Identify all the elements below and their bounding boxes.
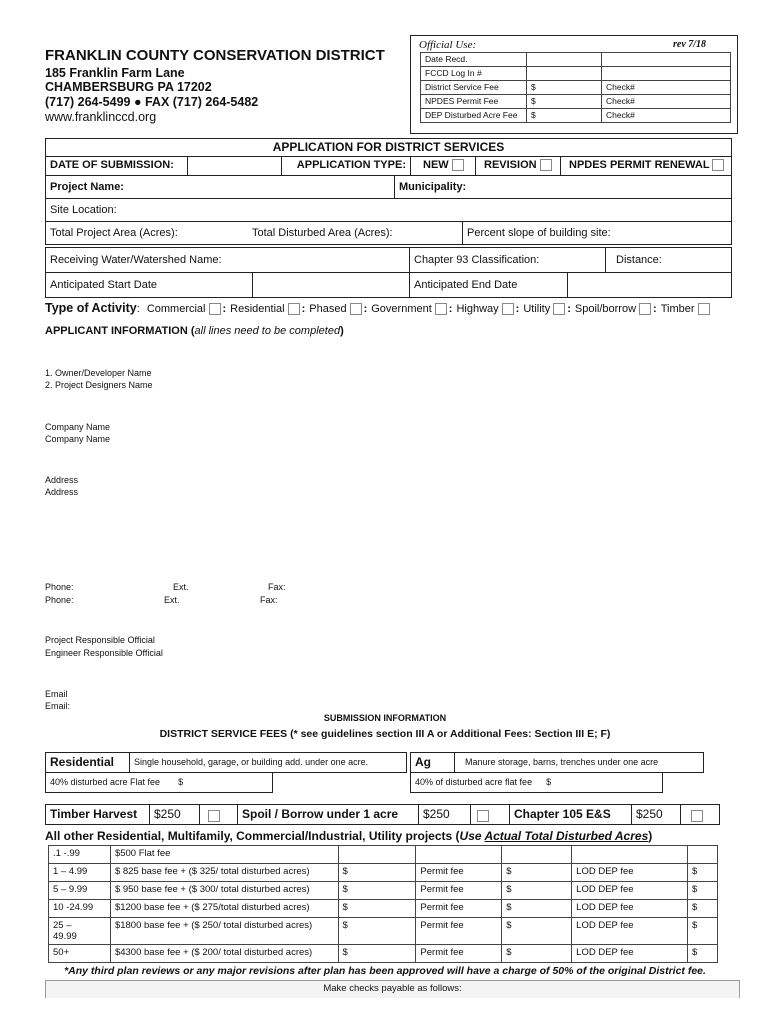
spoil-borrow-label: Spoil / Borrow under 1 acre bbox=[237, 804, 419, 825]
chapter105-label: Chapter 105 E&S bbox=[509, 804, 632, 825]
date-of-submission-label: DATE OF SUBMISSION: bbox=[45, 156, 188, 176]
revision-checkbox[interactable] bbox=[540, 159, 552, 171]
timber-harvest-option[interactable] bbox=[199, 804, 238, 825]
fee-cell-fee: $ 950 base fee + ($ 300/ total disturbed acres) bbox=[110, 882, 338, 900]
org-phone: (717) 264-5499 ● FAX (717) 264-5482 bbox=[45, 95, 259, 109]
official-use-label: Date Recd. bbox=[420, 52, 527, 67]
fee-cell-lod: LOD DEP fee bbox=[572, 882, 688, 900]
fee-row bbox=[49, 918, 718, 945]
fax-label-1: Fax: bbox=[268, 582, 286, 592]
spoil-borrow-checkbox[interactable] bbox=[477, 810, 489, 822]
official-use-rev: rev 7/18 bbox=[673, 39, 707, 50]
chapter105-option[interactable] bbox=[680, 804, 720, 825]
official-use-row bbox=[421, 81, 733, 95]
new-label: NEW bbox=[423, 159, 449, 171]
fax-label-2: Fax: bbox=[260, 595, 278, 605]
ext-label-2: Ext. bbox=[164, 595, 180, 605]
fee-cell-fee: $1800 base fee + ($ 250/ total disturbed acres) bbox=[110, 918, 338, 945]
fee-cell-range: .1 -.99 bbox=[49, 846, 111, 864]
fee-cell-fee: $500 Flat fee bbox=[110, 846, 338, 864]
activity-highway: Highway bbox=[456, 303, 499, 315]
residential-flat-fee[interactable] bbox=[45, 772, 273, 793]
company-label-1: Company Name bbox=[45, 422, 111, 432]
applicant-heading-end: ) bbox=[340, 325, 344, 337]
org-address-line2: CHAMBERSBURG PA 17202 bbox=[45, 80, 212, 94]
submission-heading: SUBMISSION INFORMATION bbox=[323, 713, 447, 723]
total-disturbed-area-label: Total Disturbed Area (Acres): bbox=[252, 227, 393, 239]
fee-cell-d1[interactable]: $ bbox=[338, 945, 416, 963]
revision-label: REVISION bbox=[484, 159, 537, 171]
percent-slope-label: Percent slope of building site: bbox=[467, 227, 611, 239]
email-label-2: Email: bbox=[45, 701, 71, 711]
fee-cell-permit: Permit fee bbox=[416, 900, 502, 918]
official-use-check[interactable] bbox=[601, 52, 731, 67]
new-option[interactable] bbox=[410, 156, 476, 176]
district-fees-heading: DISTRICT SERVICE FEES (* see guidelines section III A or Additional Fees: Section III E; F) bbox=[159, 728, 611, 740]
activity-spoil-borrow: Spoil/borrow bbox=[574, 303, 637, 315]
revision-option[interactable] bbox=[475, 156, 561, 176]
activity-phased: Phased bbox=[309, 303, 347, 315]
official-use-label: DEP Disturbed Acre Fee bbox=[420, 108, 527, 123]
start-date-label: Anticipated Start Date bbox=[50, 279, 158, 291]
fee-cell-range: 5 – 9.99 bbox=[49, 882, 111, 900]
official-use-row bbox=[421, 53, 733, 67]
official-use-amount[interactable]: $ bbox=[526, 94, 602, 109]
residential-dollar: $ bbox=[178, 777, 184, 787]
org-address-line1: 185 Franklin Farm Lane bbox=[45, 66, 185, 80]
municipality-field[interactable] bbox=[394, 175, 732, 199]
activity-commercial: Commercial bbox=[146, 303, 206, 315]
activity-residential: Residential bbox=[230, 303, 285, 315]
engineer-official-label: Engineer Responsible Official bbox=[45, 648, 163, 658]
ag-flat-fee[interactable] bbox=[410, 772, 663, 793]
activity-government-checkbox[interactable] bbox=[435, 303, 447, 315]
activity-phased-checkbox[interactable] bbox=[350, 303, 362, 315]
activity-utility: Utility bbox=[523, 303, 551, 315]
org-website: www.franklinccd.org bbox=[45, 110, 157, 124]
receiving-water-label: Receiving Water/Watershed Name: bbox=[50, 254, 222, 266]
application-type-label: APPLICATION TYPE: bbox=[281, 156, 411, 176]
start-date-field[interactable] bbox=[252, 272, 410, 298]
receiving-water-field[interactable] bbox=[45, 247, 410, 273]
official-use-check[interactable] bbox=[601, 66, 731, 81]
date-of-submission-field[interactable] bbox=[187, 156, 282, 176]
fee-cell-lod: LOD DEP fee bbox=[572, 918, 688, 945]
fee-cell-d3[interactable]: $ bbox=[687, 945, 717, 963]
fee-cell-d2[interactable]: $ bbox=[502, 882, 572, 900]
official-use-check[interactable]: Check# bbox=[601, 108, 731, 123]
ag-flat-label: 40% of disturbed acre flat fee bbox=[415, 777, 533, 787]
fee-cell-d1[interactable] bbox=[338, 846, 416, 864]
fee-cell-permit: Permit fee bbox=[416, 945, 502, 963]
fee-cell-d2[interactable]: $ bbox=[502, 918, 572, 945]
end-date-field[interactable] bbox=[567, 272, 732, 298]
activity-government: Government bbox=[371, 303, 432, 315]
activity-row bbox=[45, 301, 710, 315]
official-use-amount[interactable]: $ bbox=[526, 108, 602, 123]
fee-cell-d2[interactable] bbox=[502, 846, 572, 864]
activity-utility-checkbox[interactable] bbox=[553, 303, 565, 315]
activity-timber: Timber bbox=[660, 303, 695, 315]
official-use-label: District Service Fee bbox=[420, 80, 527, 95]
fee-cell-d3[interactable]: $ bbox=[687, 864, 717, 882]
company-label-2: Company Name bbox=[45, 434, 111, 444]
fee-cell-d3[interactable]: $ bbox=[687, 900, 717, 918]
official-use-table bbox=[421, 53, 733, 123]
project-official-label: Project Responsible Official bbox=[45, 635, 155, 645]
site-location-field[interactable] bbox=[45, 198, 732, 222]
applicant-heading-text: APPLICANT INFORMATION ( bbox=[45, 325, 195, 337]
applicant-heading-note: all lines need to be completed bbox=[194, 325, 341, 337]
fee-cell-lod: LOD DEP fee bbox=[572, 945, 688, 963]
fee-cell-d1[interactable]: $ bbox=[338, 882, 416, 900]
ag-desc: Manure storage, barns, trenches under one acre bbox=[454, 752, 704, 773]
fee-row bbox=[49, 882, 718, 900]
fee-cell-range: 1 – 4.99 bbox=[49, 864, 111, 882]
checks-payable: Make checks payable as follows: bbox=[45, 980, 740, 998]
fee-cell-fee: $4300 base fee + ($ 200/ total disturbed acres) bbox=[110, 945, 338, 963]
spoil-borrow-fee: $250 bbox=[418, 804, 471, 825]
fee-cell-d3[interactable]: $ bbox=[687, 918, 717, 945]
fee-cell-d1[interactable]: $ bbox=[338, 918, 416, 945]
fee-cell-d3[interactable] bbox=[687, 846, 717, 864]
new-checkbox[interactable] bbox=[452, 159, 464, 171]
end-date-label-cell bbox=[409, 272, 568, 298]
ag-label: Ag bbox=[410, 752, 455, 773]
official-use-row bbox=[421, 109, 733, 123]
fee-cell-d1[interactable]: $ bbox=[338, 864, 416, 882]
form-title: APPLICATION FOR DISTRICT SERVICES bbox=[45, 138, 732, 157]
official-use-amount[interactable] bbox=[526, 66, 602, 81]
activity-spoil-borrow-checkbox[interactable] bbox=[639, 303, 651, 315]
fee-cell-d1[interactable]: $ bbox=[338, 900, 416, 918]
applicant-heading bbox=[45, 325, 344, 337]
distance-field[interactable] bbox=[605, 247, 732, 273]
activity-commercial-checkbox[interactable] bbox=[209, 303, 221, 315]
municipality-label: Municipality: bbox=[399, 181, 467, 193]
fee-cell-permit: Permit fee bbox=[416, 918, 502, 945]
area-row[interactable] bbox=[45, 221, 463, 245]
official-use-row bbox=[421, 95, 733, 109]
timber-harvest-label: Timber Harvest bbox=[45, 804, 150, 825]
total-project-area-label: Total Project Area (Acres): bbox=[50, 227, 178, 239]
fee-row bbox=[49, 846, 718, 864]
activity-highway-checkbox[interactable] bbox=[502, 303, 514, 315]
spoil-borrow-option[interactable] bbox=[470, 804, 510, 825]
activity-separator: : bbox=[567, 303, 571, 315]
official-use-row bbox=[421, 67, 733, 81]
distance-label: Distance: bbox=[616, 254, 662, 266]
all-other-end: ) bbox=[648, 829, 653, 843]
fee-cell-permit bbox=[416, 846, 502, 864]
percent-slope-field[interactable] bbox=[462, 221, 732, 245]
fee-cell-permit: Permit fee bbox=[416, 882, 502, 900]
all-other-text: All other Residential, Multifamily, Commercial/Industrial, Utility projects ( bbox=[45, 829, 460, 843]
fee-cell-lod: LOD DEP fee bbox=[572, 864, 688, 882]
activity-separator: : bbox=[448, 303, 453, 315]
official-use-title: Official Use: bbox=[419, 39, 477, 51]
site-location-label: Site Location: bbox=[50, 204, 117, 216]
official-use-amount[interactable]: $ bbox=[526, 80, 602, 95]
project-name-label: Project Name: bbox=[50, 181, 124, 193]
activity-separator: : bbox=[222, 303, 227, 315]
activity-separator: : bbox=[515, 303, 520, 315]
npdes-renewal-checkbox[interactable] bbox=[712, 159, 724, 171]
fee-cell-fee: $ 825 base fee + ($ 325/ total disturbed acres) bbox=[110, 864, 338, 882]
project-name-field[interactable] bbox=[45, 175, 395, 199]
fee-cell-range: 25 – 49.99 bbox=[49, 918, 111, 945]
fee-cell-permit: Permit fee bbox=[416, 864, 502, 882]
email-label-1: Email bbox=[45, 689, 68, 699]
activity-separator: : bbox=[653, 303, 657, 315]
ext-label-1: Ext. bbox=[173, 582, 189, 592]
fee-cell-d3[interactable]: $ bbox=[687, 882, 717, 900]
chapter105-fee: $250 bbox=[631, 804, 681, 825]
ag-dollar: $ bbox=[546, 777, 552, 787]
official-use-check[interactable]: Check# bbox=[601, 94, 731, 109]
official-use-label: FCCD Log In # bbox=[420, 66, 527, 81]
fee-cell-d2[interactable]: $ bbox=[502, 864, 572, 882]
timber-harvest-fee: $250 bbox=[149, 804, 200, 825]
fee-row bbox=[49, 864, 718, 882]
activity-separator: : bbox=[363, 303, 368, 315]
fee-cell-lod bbox=[572, 846, 688, 864]
fee-cell-lod: LOD DEP fee bbox=[572, 900, 688, 918]
residential-label: Residential bbox=[45, 752, 130, 773]
address-label-2: Address bbox=[45, 487, 79, 497]
activity-label: Type of Activity bbox=[45, 301, 137, 315]
designer-label: 2. Project Designers Name bbox=[45, 380, 153, 390]
fee-cell-range: 50+ bbox=[49, 945, 111, 963]
fee-cell-range: 10 -24.99 bbox=[49, 900, 111, 918]
chapter105-checkbox[interactable] bbox=[691, 810, 703, 822]
official-use-amount[interactable] bbox=[526, 52, 602, 67]
activity-separator: : bbox=[301, 303, 306, 315]
residential-desc: Single household, garage, or building add. under one acre. bbox=[129, 752, 407, 773]
timber-harvest-checkbox[interactable] bbox=[208, 810, 220, 822]
phone-label-1: Phone: bbox=[45, 582, 74, 592]
residential-flat-label: 40% disturbed acre Flat fee bbox=[50, 777, 161, 787]
all-other-underline: Actual Total Disturbed Acres bbox=[484, 829, 649, 843]
activity-colon: : bbox=[136, 303, 140, 315]
npdes-renewal-label: NPDES PERMIT RENEWAL bbox=[569, 159, 710, 171]
chapter93-label: Chapter 93 Classification: bbox=[414, 254, 540, 266]
all-other-use: Use bbox=[459, 829, 485, 843]
fee-cell-d2[interactable]: $ bbox=[502, 945, 572, 963]
phone-label-2: Phone: bbox=[45, 595, 74, 605]
org-name: FRANKLIN COUNTY CONSERVATION DISTRICT bbox=[45, 47, 385, 64]
end-date-label: Anticipated End Date bbox=[414, 279, 518, 291]
activity-timber-checkbox[interactable] bbox=[698, 303, 710, 315]
npdes-renewal-option[interactable] bbox=[560, 156, 732, 176]
fee-table bbox=[48, 845, 718, 963]
official-use-label: NPDES Permit Fee bbox=[420, 94, 527, 109]
footnote: *Any third plan reviews or any major revisions after plan has been approved will have a charge of 50% of the original District fee. bbox=[64, 965, 706, 977]
address-label-1: Address bbox=[45, 475, 79, 485]
activity-residential-checkbox[interactable] bbox=[288, 303, 300, 315]
all-other-heading bbox=[45, 829, 652, 843]
fee-row bbox=[49, 900, 718, 918]
owner-label: 1. Owner/Developer Name bbox=[45, 368, 152, 378]
chapter93-field[interactable] bbox=[409, 247, 606, 273]
fee-cell-fee: $1200 base fee + ($ 275/total disturbed acres) bbox=[110, 900, 338, 918]
fee-row bbox=[49, 945, 718, 963]
start-date-label-cell bbox=[45, 272, 253, 298]
fee-cell-d2[interactable]: $ bbox=[502, 900, 572, 918]
official-use-check[interactable]: Check# bbox=[601, 80, 731, 95]
